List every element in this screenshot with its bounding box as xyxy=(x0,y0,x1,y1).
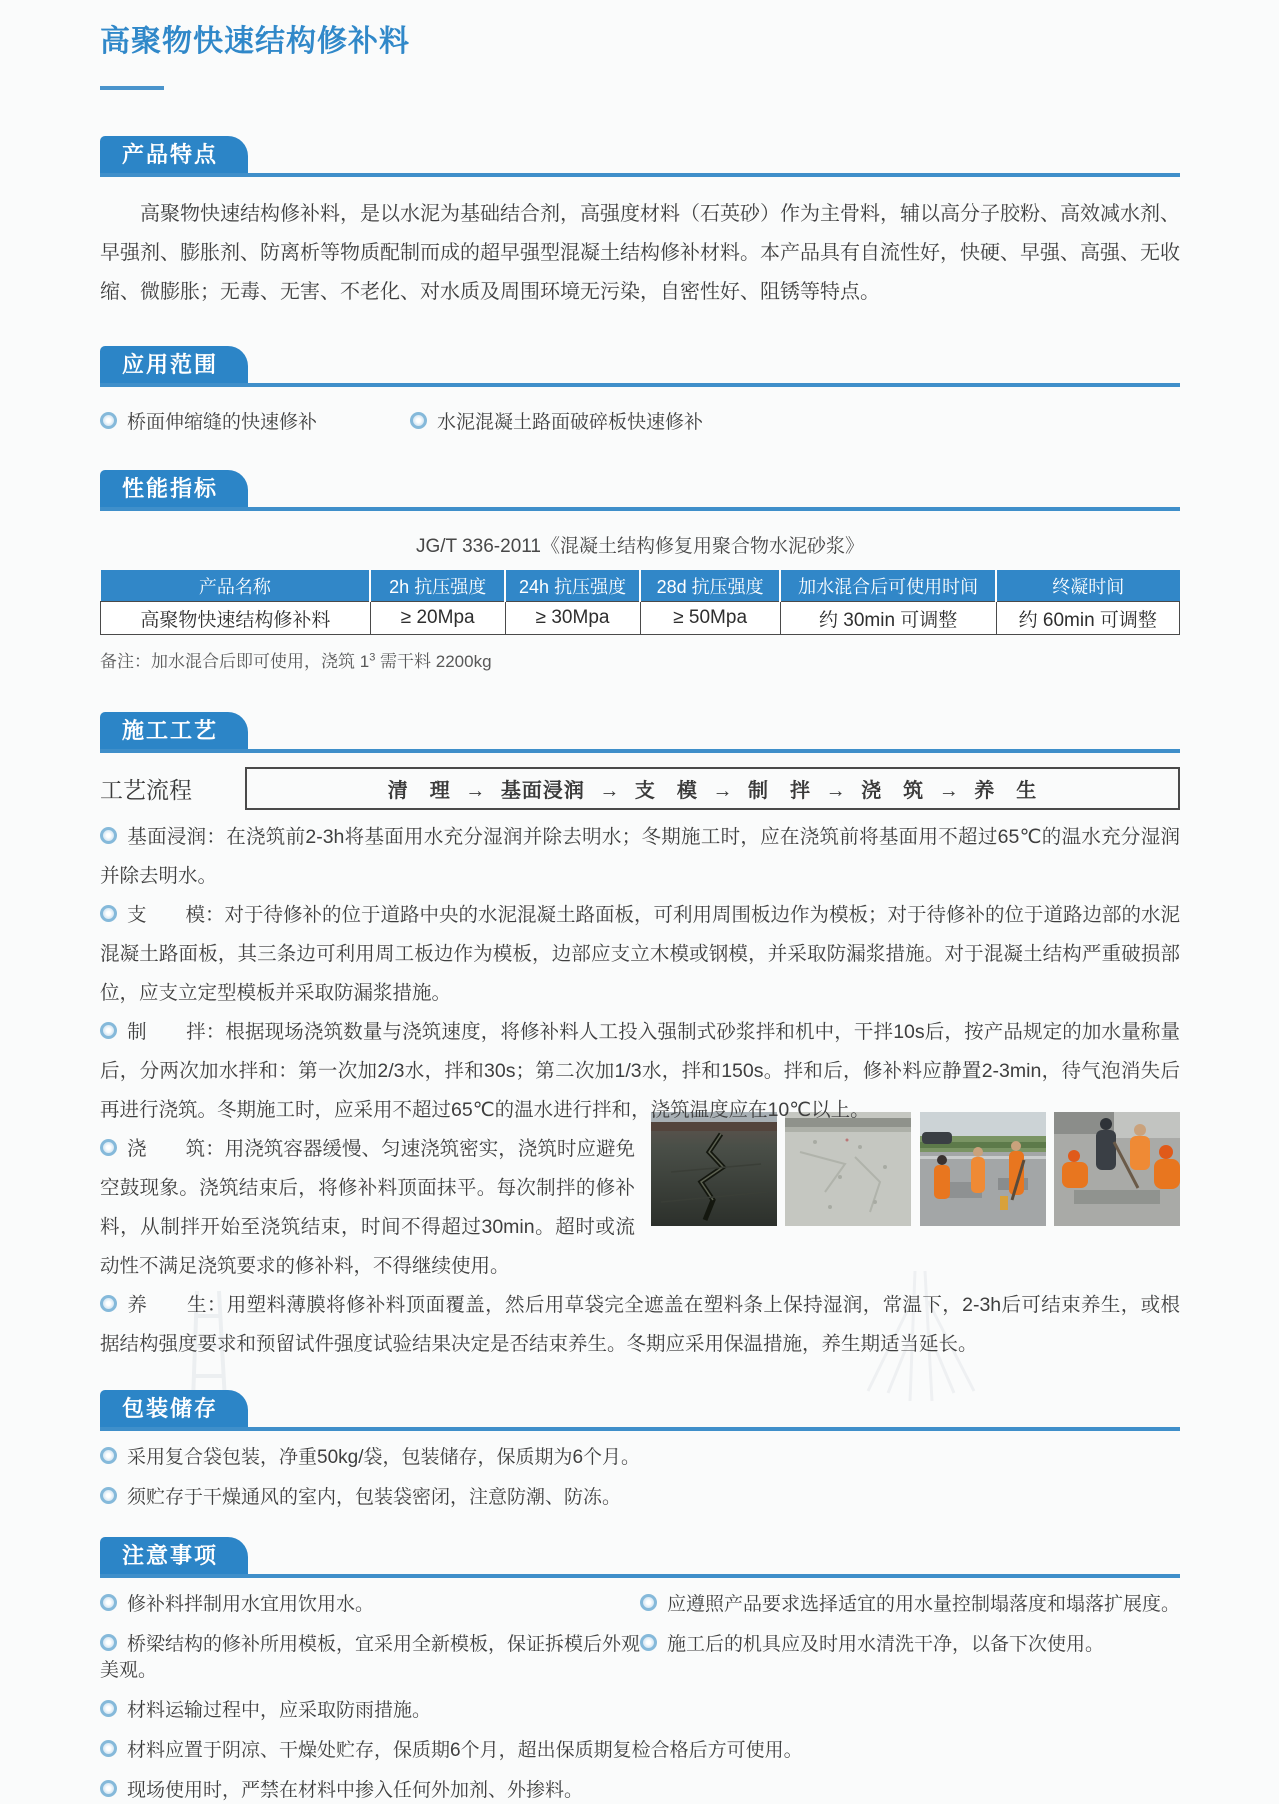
section-badge-notes: 注意事项 xyxy=(100,1537,248,1574)
ring-bullet-icon xyxy=(100,1022,117,1039)
list-item: 应遵照产品要求选择适宜的用水量控制塌落度和塌落扩展度。 xyxy=(640,1592,1180,1618)
ring-bullet-icon xyxy=(100,1487,117,1504)
ring-bullet-icon xyxy=(410,412,427,429)
section-header-packaging xyxy=(100,1390,1180,1431)
table-cell: 高聚物快速结构修补料 xyxy=(101,602,371,635)
ring-bullet-icon xyxy=(100,827,117,844)
table-cell: ≥ 50Mpa xyxy=(640,602,780,635)
section-header-performance xyxy=(100,470,1180,511)
list-item: 须贮存于干燥通风的室内，包装袋密闭，注意防潮、防冻。 xyxy=(100,1485,1180,1511)
process-flow-row xyxy=(100,767,1180,810)
ring-bullet-icon xyxy=(100,1295,117,1312)
section-header-notes xyxy=(100,1537,1180,1578)
section-badge-process: 施工工艺 xyxy=(100,712,248,749)
ring-bullet-icon xyxy=(640,1634,657,1651)
section-badge-application: 应用范围 xyxy=(100,346,248,383)
list-item: 材料运输过程中，应采取防雨措施。 xyxy=(100,1698,1180,1724)
process-steps xyxy=(100,818,1180,1364)
table-note: 备注：加水混合后即可使用，浇筑 $1^3$ 需干料 2200kg xyxy=(100,651,492,671)
ring-bullet-icon xyxy=(100,905,117,922)
process-step: 制 拌：根据现场浇筑数量与浇筑速度，将修补料人工投入强制式砂浆拌和机中，干拌10s后，按产品规定的加水量称量后，分两次加水拌和：第一次加2/3水，拌和30s；第二次加1/3水，拌和150s。拌和后，修补料应静置2-3min，待气泡消失后再进行浇筑。冬期施工时，应采用不超过65℃的温水进行拌和，浇筑温度应在10℃以上。 xyxy=(100,1021,1180,1121)
list-item: 施工后的机具应及时用水清洗干净，以备下次使用。 xyxy=(640,1632,1180,1684)
ring-bullet-icon xyxy=(100,1634,117,1651)
list-item: 采用复合袋包装，净重50kg/袋，包装储存，保质期为6个月。 xyxy=(100,1445,1180,1471)
features-paragraph: 高聚物快速结构修补料，是以水泥为基础结合剂，高强度材料（石英砂）作为主骨料，辅以高分子胶粉、高效减水剂、早强剂、膨胀剂、防离析等物质配制而成的超早强型混凝土结构修补材料。本产品具有自流性好，快硬、早强、高强、无收缩、微膨胀；无毒、无害、不老化、对水质及周围环境无污染，自密性好、阻锈等特点。 xyxy=(100,203,1180,303)
photo-workers-patching-close xyxy=(1054,1112,1180,1226)
list-item: 桥梁结构的修补所用模板，宜采用全新模板，保证拆模后外观美观。 xyxy=(100,1634,641,1681)
table-header-cell: 产品名称 xyxy=(101,570,371,602)
table-header-cell: 加水混合后可使用时间 xyxy=(780,570,996,602)
process-step: 浇 筑：用浇筑容器缓慢、匀速浇筑密实，浇筑时应避免空鼓现象。浇筑结束后，将修补料顶面抹平。每次制拌的修补料，从制拌开始至浇筑结束，时间不得超过30min。超时或流动性不满足浇筑要求的修补料，不得继续使用。 xyxy=(100,1130,1180,1286)
process-step: 养 生：用塑料薄膜将修补料顶面覆盖，然后用草袋完全遮盖在塑料条上保持湿润，常温下，2-3h后可结束养生，或根据结构强度要求和预留试件强度试验结果决定是否结束养生。冬期应采用保温措施，养生期适当延长。 xyxy=(100,1294,1180,1355)
table-header-cell: 2h 抗压强度 xyxy=(370,570,505,602)
ring-bullet-icon xyxy=(100,1700,117,1717)
section-badge-packaging: 包装储存 xyxy=(100,1390,248,1427)
section-header-application xyxy=(100,346,1180,387)
performance-table xyxy=(100,570,1180,635)
list-item: 现场使用时，严禁在材料中掺入任何外加剂、外掺料。 xyxy=(100,1778,1180,1804)
page-title: 高聚物快速结构修补料 xyxy=(100,25,410,58)
ring-bullet-icon xyxy=(100,1447,117,1464)
ring-bullet-icon xyxy=(100,412,117,429)
ring-bullet-icon xyxy=(640,1594,657,1611)
list-item: 水泥混凝土路面破碎板快速修补 xyxy=(410,407,703,434)
flow-label: 工艺流程 xyxy=(100,777,192,803)
ring-bullet-icon xyxy=(100,1780,117,1797)
list-item: 材料应置于阴凉、干燥处贮存，保质期6个月，超出保质期复检合格后方可使用。 xyxy=(100,1738,1180,1764)
section-header-features xyxy=(100,136,1180,177)
table-header-cell: 28d 抗压强度 xyxy=(640,570,780,602)
list-item: 桥面伸缩缝的快速修补 xyxy=(100,407,410,434)
table-header-row xyxy=(101,570,1180,602)
table-cell: ≥ 20Mpa xyxy=(370,602,505,635)
ring-bullet-icon xyxy=(100,1740,117,1757)
section-badge-performance: 性能指标 xyxy=(100,470,248,507)
table-cell: 约 30min 可调整 xyxy=(780,602,996,635)
table-cell: 约 60min 可调整 xyxy=(996,602,1179,635)
list-item: 修补料拌制用水宜用饮用水。 xyxy=(100,1592,640,1618)
process-step: 基面浸润：在浇筑前2-3h将基面用水充分湿润并除去明水；冬期施工时，应在浇筑前将基面用不超过65℃的温水充分湿润并除去明水。 xyxy=(100,826,1180,887)
section-header-process xyxy=(100,712,1180,753)
ring-bullet-icon xyxy=(100,1594,117,1611)
process-step: 支 模：对于待修补的位于道路中央的水泥混凝土路面板，可利用周围板边作为模板；对于待修补的位于道路边部的水泥混凝土路面板，其三条边可利用周工板边作为模板，边部应支立木模或钢模，并采取防漏浆措施。对于混凝土结构严重破损部位，应支立定型模板并采取防漏浆措施。 xyxy=(100,904,1181,1004)
table-row xyxy=(101,602,1180,635)
title-underline xyxy=(100,86,164,90)
standard-reference: JG/T 336-2011《混凝土结构修复用聚合物水泥砂浆》 xyxy=(416,536,864,557)
ring-bullet-icon xyxy=(100,1139,117,1156)
application-items xyxy=(100,407,1180,434)
table-header-cell: 24h 抗压强度 xyxy=(505,570,640,602)
flow-diagram: 清 理 → 基面浸润 → 支 模 → 制 拌 → 浇 筑 → 养 生 xyxy=(245,767,1180,810)
table-cell: ≥ 30Mpa xyxy=(505,602,640,635)
section-badge-features: 产品特点 xyxy=(100,136,248,173)
notes-list xyxy=(100,1578,1180,1804)
photo-road-repair-workers xyxy=(920,1112,1046,1226)
table-header-cell: 终凝时间 xyxy=(996,570,1179,602)
